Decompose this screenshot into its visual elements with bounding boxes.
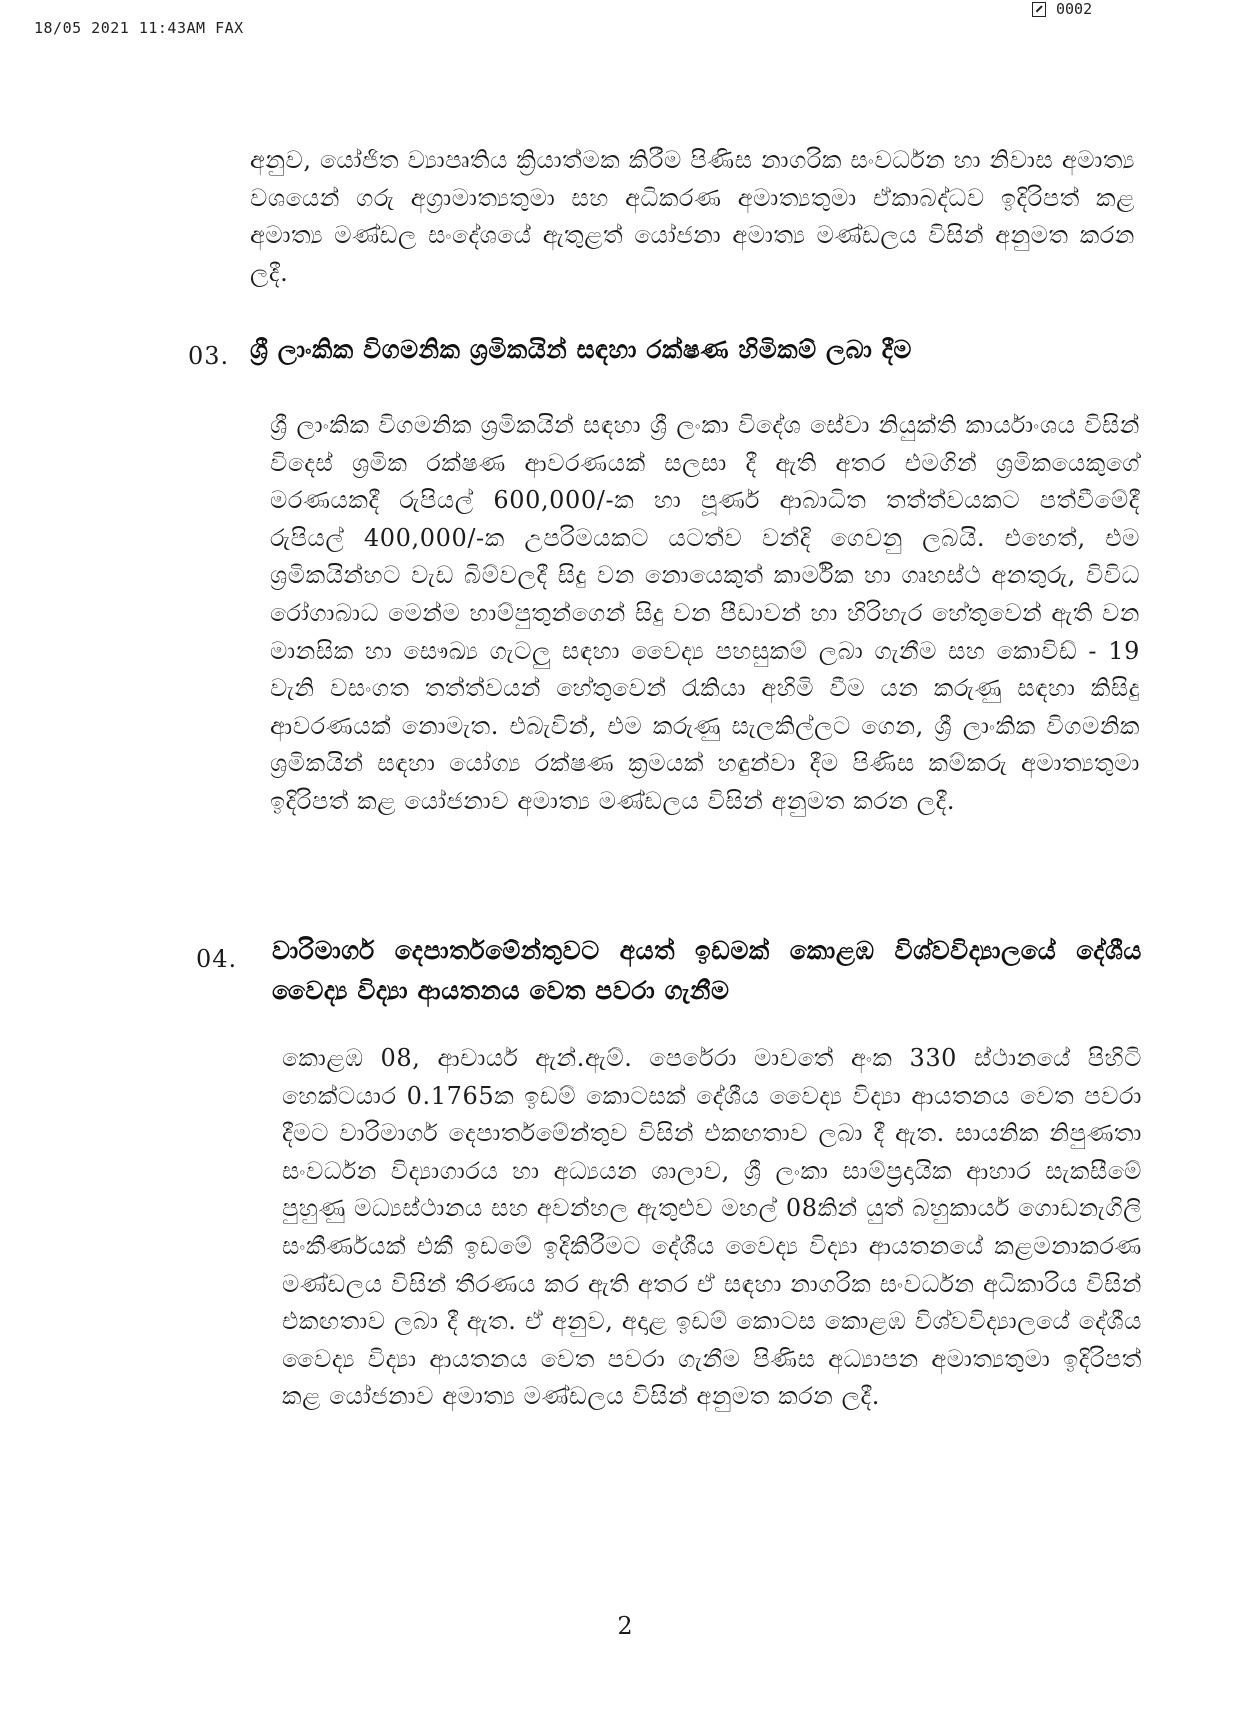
fax-header (0, 0, 1250, 40)
page-number: 2 (617, 1612, 633, 1640)
fax-timestamp: 18/05 2021 11:43AM FAX (34, 19, 244, 37)
section-03-number: 03. (188, 342, 230, 370)
continued-paragraph: අනුව, යෝජිත ව්‍යාපෘතිය ක්‍රියාත්මක කිරීම පිණිස නාගරික සංවර්ධන හා නිවාස අමාත්‍ය වශයෙන් ගරු අග්‍රාමාත්‍යතුමා සහ අධිකරණ අමාත්‍යතුමා ඒකාබද්ධව ඉදිරිපත් කළ අමාත්‍ය මණ්ඩල සංදේශයේ ඇතුළත් යෝජනා අමාත්‍ය මණ්ඩලය විසින් අනුමත කරන ලදී. (250, 146, 1135, 287)
fax-page-icon (1032, 2, 1046, 17)
section-04-number: 04. (196, 945, 238, 973)
section-04-text: කොළඹ 08, ආචාර්ය ඇන්.ඇම්. පෙරේරා මාවතේ අංක 330 ස්ථානයේ පිහිටි හෙක්ටයාර 0.1765ක ඉඩම් කොටසක් දේශීය වෛද්‍ය විද්‍යා ආයතනය වෙත පවරා දීමට වාරිමාර්ග දෙපාර්තමේන්තුව විසින් එකඟතාව ලබා දී ඇත. සායනික නිපුණතා සංවර්ධන විද්‍යාගාරය හා අධ්‍යයන ශාලාව, ශ්‍රී ලංකා සාම්ප්‍රදායික ආහාර සැකසීමේ පුහුණු මධ්‍යස්ථානය සහ අවන්හල ඇතුළුව මහල් 08කින් යුත් බහුකාර්ය ගොඩනැගිලි සංකීර්ණයක් එකී ඉඩමේ ඉදිකිරීමට දේශීය වෛද්‍ය විද්‍යා ආයතනයේ කළමනාකරණ මණ්ඩලය විසින් තීරණය කර ඇති අතර ඒ සඳහා නාගරික සංවර්ධන අධිකාරිය විසින් එකඟතාව ලබා දී ඇත. ඒ අනුව, අදාළ ඉඩම් කොටස කොළඹ විශ්වවිද්‍යාලයේ දේශීය වෛද්‍ය විද්‍යා ආයතනය වෙත පවරා ගැනීම පිණිස අධ්‍යාපන අමාත්‍යතුමා ඉදිරිපත් කළ යෝජනාව අමාත්‍ය මණ්ඩලය විසින් අනුමත කරන ලදී. (282, 1044, 1142, 1411)
section-04-heading: වාරිමාර්ග දෙපාර්තමේන්තුවට අයත් ඉඩමක් කොළඹ විශ්වවිද්‍යාලයේ දේශීය වෛද්‍ය විද්‍යා ආයතනය වෙත පවරා ගැනීම (272, 936, 1142, 1005)
section-03-heading: ශ්‍රී ලාංකික විගමනික ශ්‍රමිකයින් සඳහා රක්ෂණ හිමිකම් ලබා දීම (250, 335, 913, 364)
fax-page-marker (1032, 0, 1092, 18)
fax-page-code: 0002 (1056, 0, 1093, 18)
section-03-text: ශ්‍රී ලාංකික විගමනික ශ්‍රමිකයින් සඳහා ශ්‍රී ලංකා විදේශ සේවා නියුක්ති කාර්යාංශය විසින් විදෙස් ශ්‍රමික රක්ෂණ ආවරණයක් සලසා දී ඇති අතර එමගින් ශ්‍රමිකයෙකුගේ මරණයකදී රුපියල් 600,000/-ක හා පූර්ණ ආබාධිත තත්ත්වයකට පත්වීමේදී රුපියල් 400,000/-ක උපරිමයකට යටත්ව වන්දි ගෙවනු ලබයි. එහෙත්, එම ශ්‍රමිකයින්හට වැඩ බිම්වලදී සිදු වන නොයෙකුත් කාර්මික හා ගෘහස්ථ අනතුරු, විවිධ රෝගාබාධ මෙන්ම හාම්පුතුන්ගෙන් සිදු වන පීඩාවන් හා හිරිහැර හේතුවෙන් ඇති වන මානසික හා සෞඛ්‍ය ගැටලු සඳහා වෛද්‍ය පහසුකම් ලබා ගැනීම සහ කොවිඩ් - 19 වැනි වසංගත තත්ත්වයන් හේතුවෙන් රැකියා අහිමි වීම යන කරුණු සඳහා කිසිදු ආවරණයක් නොමැත. එබැවින්, එම කරුණු සැලකිල්ලට ගෙන, ශ්‍රී ලාංකික විගමනික ශ්‍රමිකයින් සඳහා යෝග්‍ය රක්ෂණ ක්‍රමයක් හඳුන්වා දීම පිණිස කම්කරු අමාත්‍යතුමා ඉදිරිපත් කළ යෝජනාව අමාත්‍ය මණ්ඩලය විසින් අනුමත කරන ලදී. (270, 411, 1141, 815)
